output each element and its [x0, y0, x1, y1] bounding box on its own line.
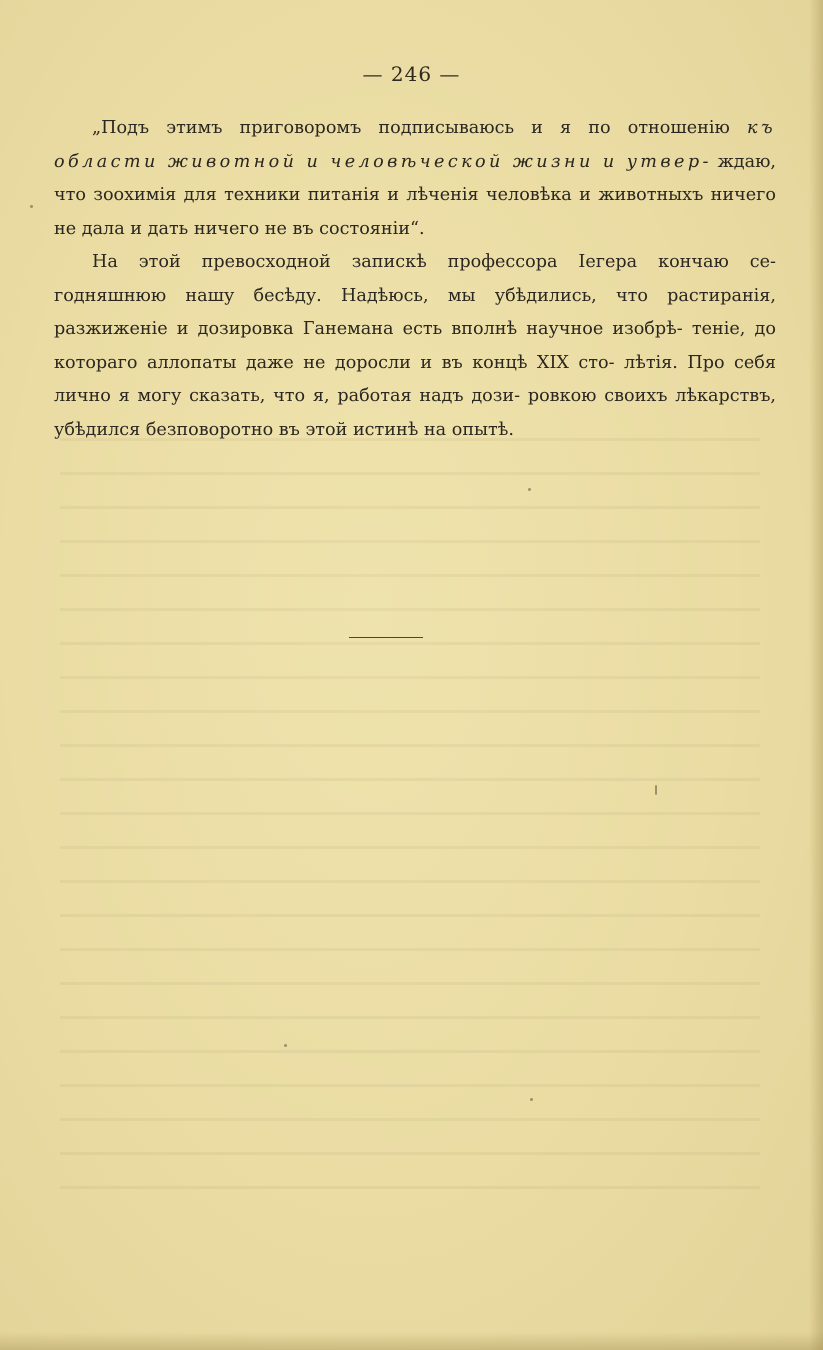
page-bottom-shadow: [0, 1332, 823, 1350]
page-edge-shadow: [809, 0, 823, 1350]
text-line: на опытѣ.: [423, 419, 514, 440]
paper-speck: [284, 1044, 287, 1047]
page-number: — 246 —: [362, 62, 461, 86]
text-line: животныхъ ничего не дала и дать ничего не въ состояніи“.: [54, 185, 776, 239]
text-line: годняшнюю нашу бесѣду. Надѣюсь, мы убѣдились, что растиранія,: [54, 285, 776, 306]
text-line: ждаю, что зоохимія для техники питанія и лѣченія человѣка и: [54, 151, 777, 205]
body-text: [54, 112, 776, 447]
text-line: ровкою своихъ лѣкарствъ, убѣдился безповоротно въ этой истинѣ: [54, 386, 777, 440]
text-line: разжиженіе и дозировка Ганемана есть вполнѣ научное изобрѣ-: [54, 319, 683, 339]
bleed-through-text: [60, 420, 760, 1220]
paper-speck: [530, 1098, 533, 1101]
paper-speck: [528, 488, 531, 491]
paragraph-conclusion: [54, 246, 776, 447]
text-line: „Подъ этимъ приговоромъ подписываюсь и я по отношенію: [92, 118, 730, 138]
section-divider: [349, 637, 423, 638]
text-line-spaced: къ области животной и человѣческой жизни и утвер-: [54, 118, 776, 172]
text-line: теніе, до котораго аллопаты даже не доросли и въ концѣ XIX сто-: [54, 319, 776, 373]
text-line: лѣтія. Про себя лично я могу сказать, что я, работая надъ дози-: [54, 352, 776, 406]
paragraph-quote: [54, 112, 776, 246]
paper-speck: [30, 205, 33, 208]
paper-speck: [655, 785, 657, 795]
text-line: На этой превосходной запискѣ профессора Іегера кончаю се-: [92, 252, 776, 272]
